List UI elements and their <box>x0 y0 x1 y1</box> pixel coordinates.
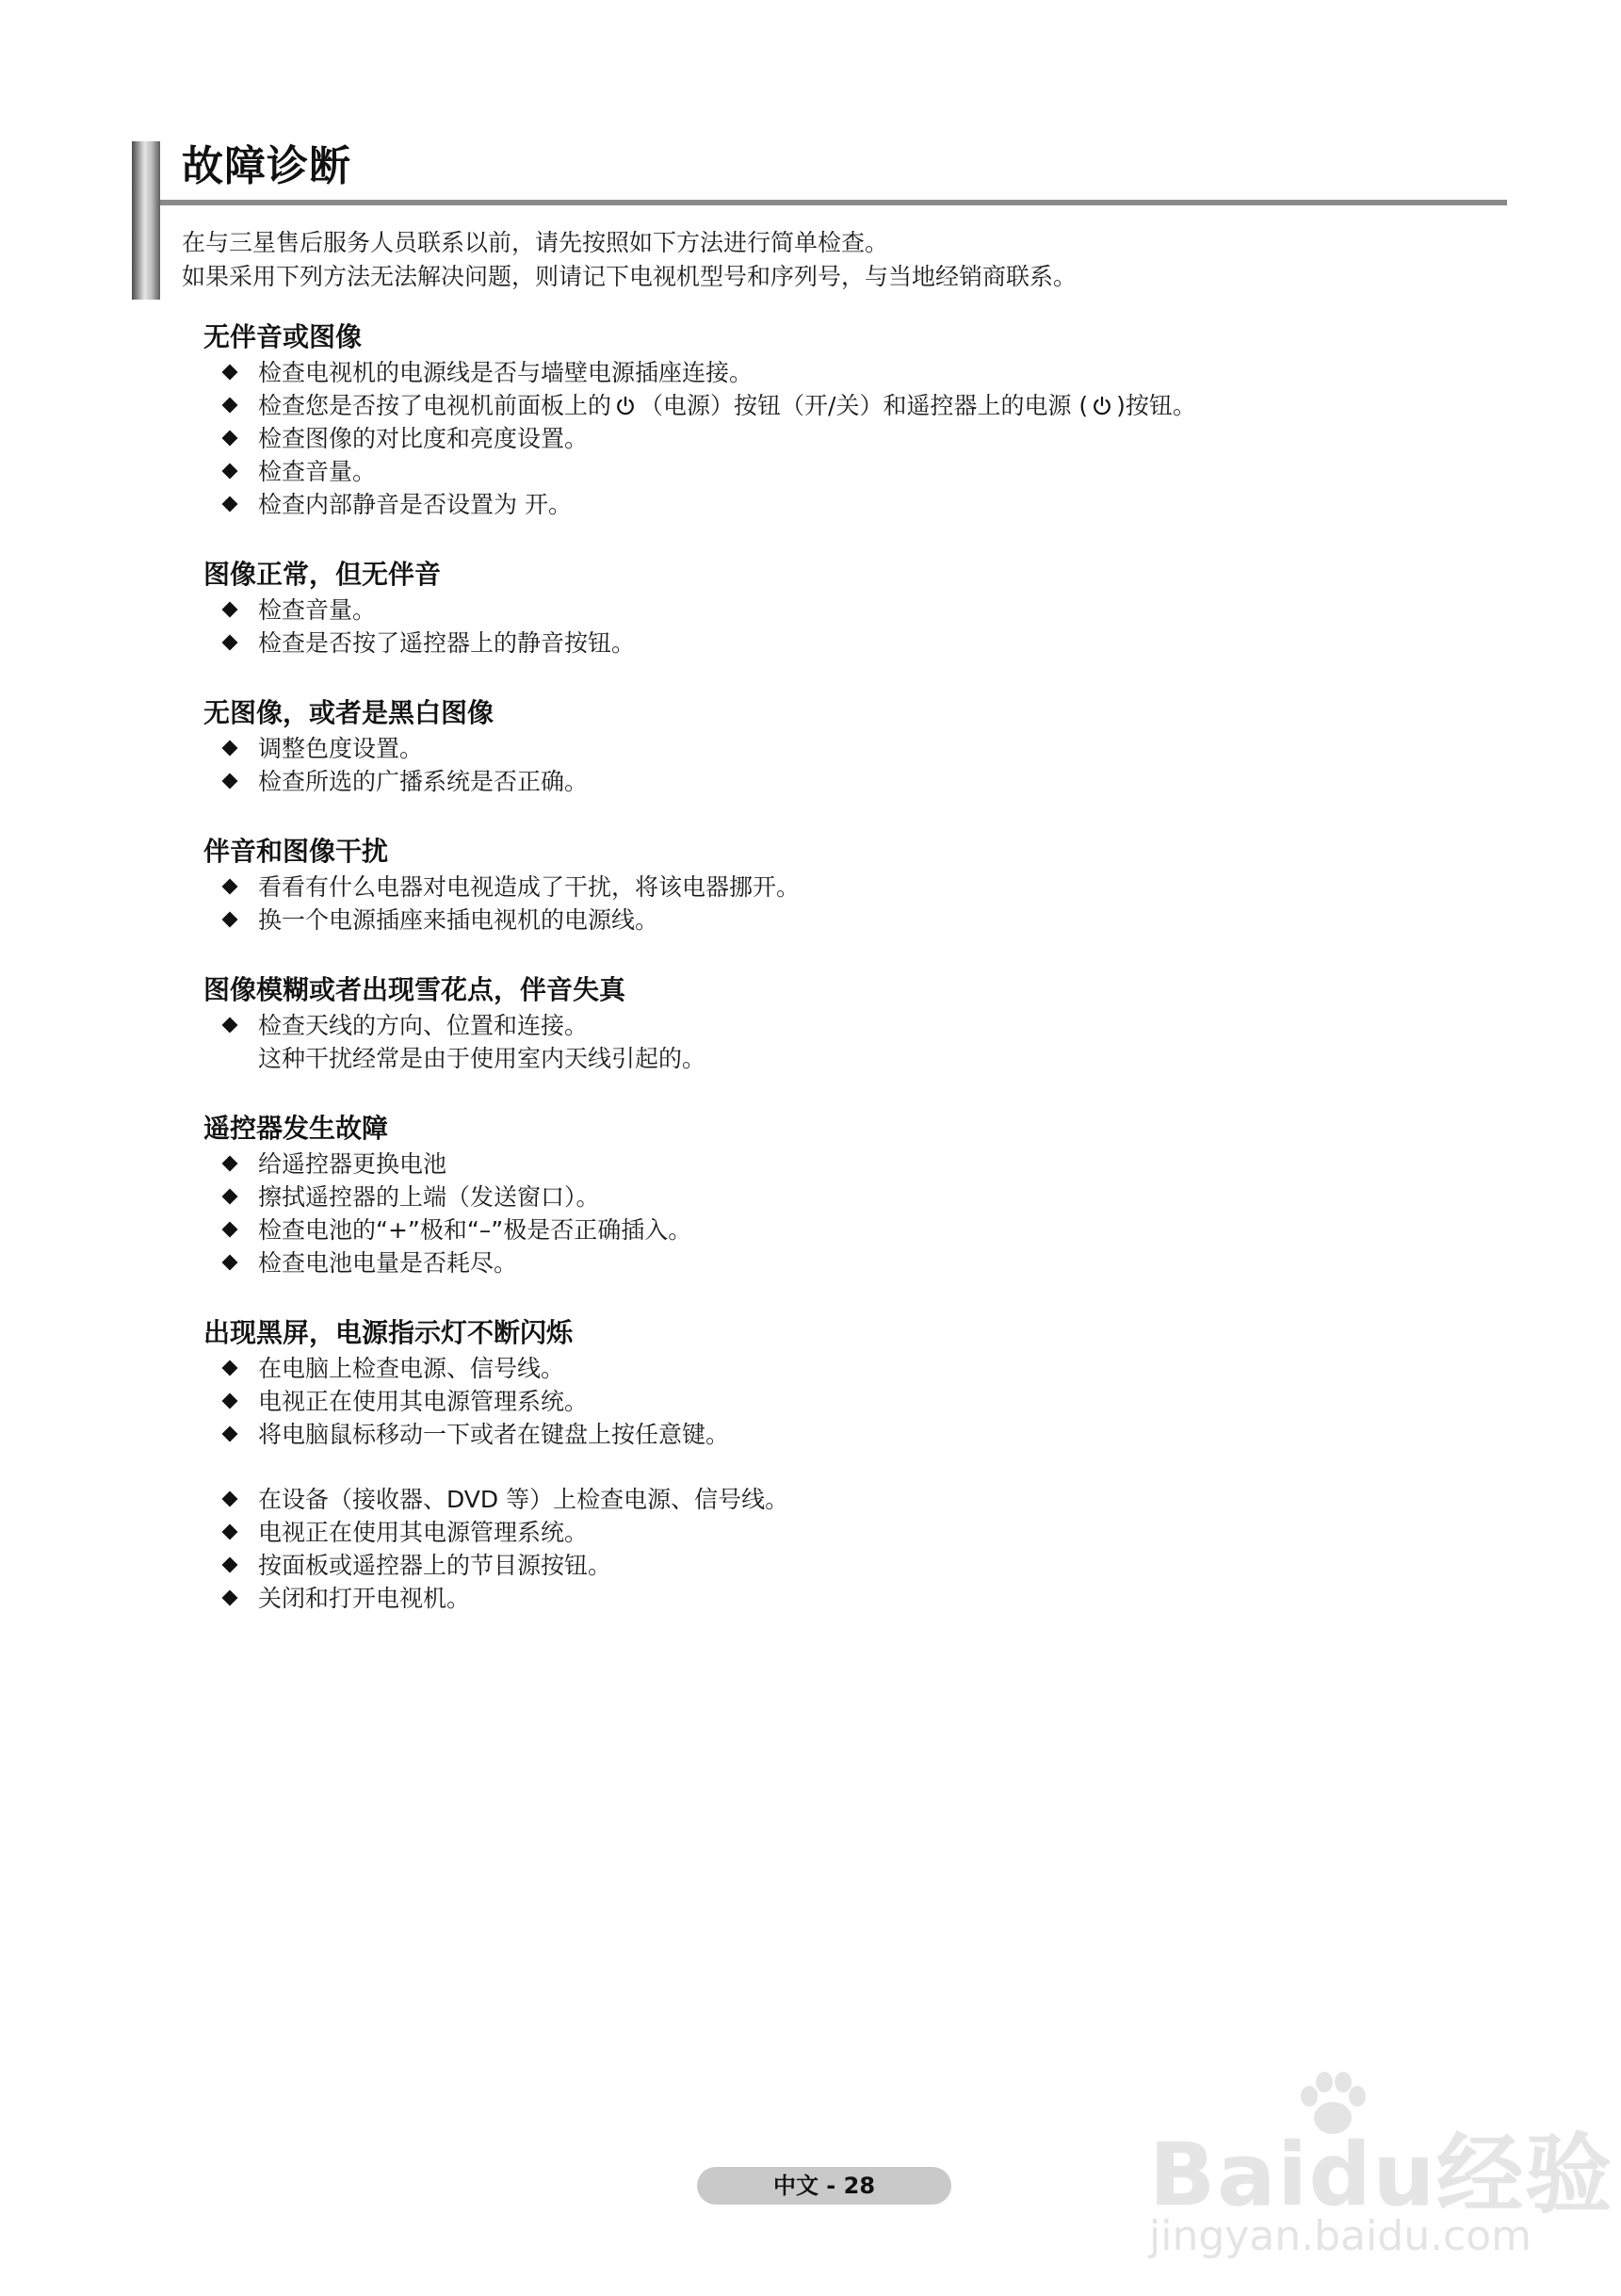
section-no-sound-or-picture <box>203 318 1484 521</box>
section-black-screen <box>203 1314 1484 1615</box>
diamond-bullet-icon <box>222 741 238 757</box>
section-no-picture-or-bw <box>203 694 1484 798</box>
section-interference <box>203 833 1484 936</box>
list-item: 检查音量。 <box>203 594 1484 627</box>
intro-text <box>182 226 1077 294</box>
diamond-bullet-icon <box>222 365 238 381</box>
list-item: 检查内部静音是否设置为 开。 <box>203 488 1484 521</box>
diamond-bullet-icon <box>222 398 238 414</box>
baidu-watermark <box>1149 2073 1614 2261</box>
diamond-bullet-icon <box>222 912 238 928</box>
section-title: 伴音和图像干扰 <box>203 836 389 867</box>
diamond-bullet-icon <box>222 1222 238 1238</box>
power-icon <box>615 396 636 416</box>
header-rule <box>160 200 1507 205</box>
section-picture-ok-no-sound <box>203 556 1484 659</box>
list-item: 将电脑鼠标移动一下或者在键盘上按任意键。 <box>203 1418 1484 1451</box>
watermark-brand: Baidu经验 <box>1149 2125 1614 2225</box>
section-title: 图像模糊或者出现雪花点，伴音失真 <box>203 974 626 1005</box>
intro-line-2: 如果采用下列方法无法解决问题，则请记下电视机型号和序列号，与当地经销商联系。 <box>182 263 1078 290</box>
list-item: 检查所选的广播系统是否正确。 <box>203 765 1484 798</box>
list-item: 擦拭遥控器的上端（发送窗口）。 <box>203 1181 1484 1213</box>
diamond-bullet-icon <box>222 635 238 651</box>
list-item: 换一个电源插座来插电视机的电源线。 <box>203 904 1484 936</box>
section-blurry-picture <box>203 971 1484 1075</box>
diamond-bullet-icon <box>222 1360 238 1376</box>
diamond-bullet-icon <box>222 879 238 895</box>
list-item: 调整色度设置。 <box>203 732 1484 765</box>
list-item: 检查是否按了遥控器上的静音按钮。 <box>203 627 1484 659</box>
list-item: 在电脑上检查电源、信号线。 <box>203 1352 1484 1385</box>
section-title: 无图像，或者是黑白图像 <box>203 697 494 728</box>
diamond-bullet-icon <box>222 1557 238 1573</box>
list-item: 检查图像的对比度和亮度设置。 <box>203 422 1484 455</box>
diamond-bullet-icon <box>222 497 238 513</box>
list-item: 检查电视机的电源线是否与墙壁电源插座连接。 <box>203 356 1484 389</box>
list-item: 在设备（接收器、DVD 等）上检查电源、信号线。 <box>203 1483 1484 1516</box>
diamond-bullet-icon <box>222 1189 238 1205</box>
page-number-badge: 中文 - 28 <box>697 2167 951 2205</box>
group-spacer <box>203 1451 1484 1483</box>
diamond-bullet-icon <box>222 1018 238 1034</box>
list-item: 电视正在使用其电源管理系统。 <box>203 1385 1484 1418</box>
diamond-bullet-icon <box>222 1590 238 1606</box>
diamond-bullet-icon <box>222 773 238 790</box>
list-item: 检查电池电量是否耗尽。 <box>203 1246 1484 1279</box>
diamond-bullet-icon <box>222 431 238 447</box>
intro-line-1: 在与三星售后服务人员联系以前，请先按照如下方法进行简单检查。 <box>182 229 889 256</box>
section-title: 遥控器发生故障 <box>203 1113 389 1144</box>
list-item: 检查音量。 <box>203 455 1484 488</box>
diamond-bullet-icon <box>222 602 238 618</box>
diamond-bullet-icon <box>222 464 238 480</box>
diamond-bullet-icon <box>222 1524 238 1540</box>
diamond-bullet-icon <box>222 1491 238 1507</box>
diamond-bullet-icon <box>222 1426 238 1442</box>
troubleshooting-list <box>203 318 1484 1650</box>
list-item: 按面板或遥控器上的节目源按钮。 <box>203 1549 1484 1582</box>
list-item: 检查天线的方向、位置和连接。 这种干扰经常是由于使用室内天线引起的。 <box>203 1009 1484 1075</box>
page-title: 故障诊断 <box>182 142 351 190</box>
section-title: 图像正常，但无伴音 <box>203 559 442 590</box>
list-item: 给遥控器更换电池 <box>203 1148 1484 1181</box>
header-accent-bar <box>132 141 160 300</box>
list-item: 检查电池的“+”极和“–”极是否正确插入。 <box>203 1213 1484 1246</box>
list-item: 看看有什么电器对电视造成了干扰，将该电器挪开。 <box>203 871 1484 904</box>
power-icon <box>1092 396 1112 416</box>
list-item: 检查您是否按了电视机前面板上的 （电源）按钮（开/关）和遥控器上的电源 ( )按钮。 <box>203 389 1484 422</box>
section-title: 无伴音或图像 <box>203 321 363 352</box>
section-title: 出现黑屏，电源指示灯不断闪烁 <box>203 1317 574 1348</box>
item-note: 这种干扰经常是由于使用室内天线引起的。 <box>258 1045 706 1072</box>
list-item: 关闭和打开电视机。 <box>203 1582 1484 1615</box>
watermark-url: jingyan.baidu.com <box>1149 2212 1532 2260</box>
list-item: 电视正在使用其电源管理系统。 <box>203 1516 1484 1549</box>
diamond-bullet-icon <box>222 1156 238 1172</box>
diamond-bullet-icon <box>222 1393 238 1409</box>
diamond-bullet-icon <box>222 1255 238 1271</box>
section-remote-fault <box>203 1110 1484 1279</box>
